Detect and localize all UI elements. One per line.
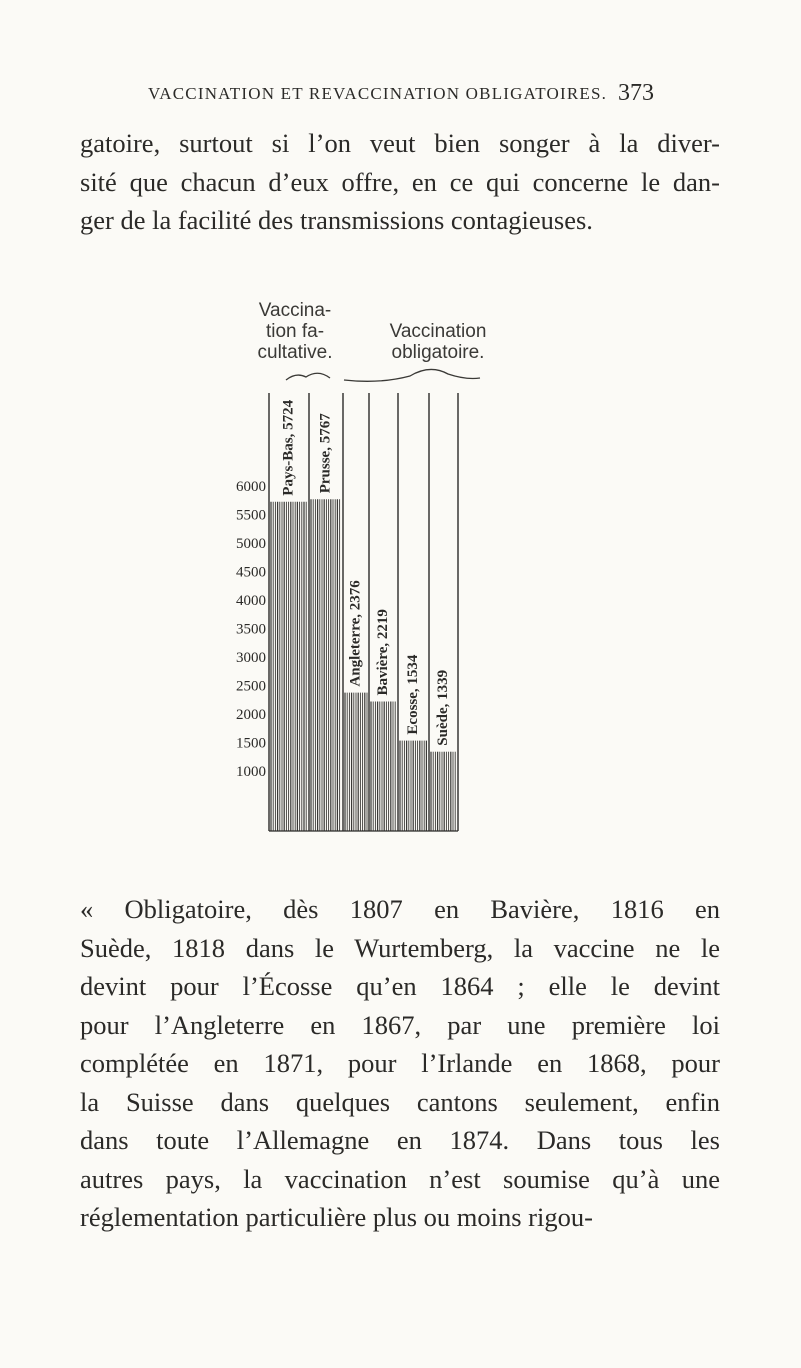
brace-facultative <box>286 373 330 380</box>
y-tick-label: 3500 <box>236 621 266 638</box>
text-line: pour l’Angleterre en 1867, par une première loi <box>80 1009 720 1040</box>
text-line: devint pour l’Écosse qu’en 1864 ; elle le devint <box>80 971 720 1001</box>
bar-label: Prusse, 5767 <box>317 413 334 494</box>
running-title: VACCINATION ET REVACCINATION OBLIGATOIRES. <box>148 84 608 103</box>
bar-suède <box>431 752 455 831</box>
bar-angleterre <box>345 693 367 831</box>
bar-label: Bavière, 2219 <box>374 609 391 696</box>
y-tick-label: 5500 <box>236 507 266 524</box>
text-line: dans toute l’Allemagne en 1874. Dans tous les <box>80 1125 720 1155</box>
bar-prusse <box>311 499 340 831</box>
brace-obligatoire <box>344 369 480 381</box>
text-line: la Suisse dans quelques cantons seulement, enfin <box>80 1086 720 1117</box>
paragraph-main <box>80 890 720 1237</box>
y-tick-label: 3000 <box>236 650 266 666</box>
bar-label: Suède, 1339 <box>434 669 451 746</box>
text-line: complétée en 1871, pour l’Irlande en 1868, pour <box>80 1048 720 1078</box>
y-axis <box>236 479 266 780</box>
bar-label: Angleterre, 2376 <box>347 580 364 687</box>
bar-label: Pays-Bas, 5724 <box>280 399 297 496</box>
text-line: gatoire, surtout si l’on veut bien songer à la diver- <box>80 128 720 158</box>
bar-bavière <box>371 702 395 832</box>
bar-label: Ecosse, 1534 <box>404 654 421 735</box>
y-tick-label: 2000 <box>236 707 266 723</box>
group-braces <box>286 369 480 381</box>
page-number: 373 <box>618 80 654 106</box>
text-line: « Obligatoire, dès 1807 en Bavière, 1816 en <box>80 894 720 924</box>
text-line: réglementation particulière plus ou moins rigou- <box>80 1202 593 1232</box>
y-tick-label: 2500 <box>236 678 266 695</box>
text-line: ger de la facilité des transmissions contagieuses. <box>80 205 593 235</box>
group-label-obligatoire: Vaccination obligatoire. <box>389 321 487 363</box>
group-label-facultative: Vaccina- tion fa- cultative. <box>257 300 333 363</box>
text-line: Suède, 1818 dans le Wurtemberg, la vaccine ne le <box>80 932 720 963</box>
y-tick-label: 1500 <box>236 735 266 752</box>
y-tick-label: 4000 <box>236 593 266 609</box>
y-tick-label: 4500 <box>236 564 266 581</box>
text-line: sité que chacun d’eux offre, en ce qui concerne le dan- <box>80 166 720 197</box>
y-tick-label: 6000 <box>236 479 266 495</box>
bar-ecosse <box>400 741 426 831</box>
y-tick-label: 1000 <box>236 764 266 780</box>
y-tick-label: 5000 <box>236 536 266 552</box>
text-line: autres pays, la vaccination n’est soumise qu’à une <box>80 1163 720 1194</box>
bar-pays-bas <box>271 502 306 831</box>
